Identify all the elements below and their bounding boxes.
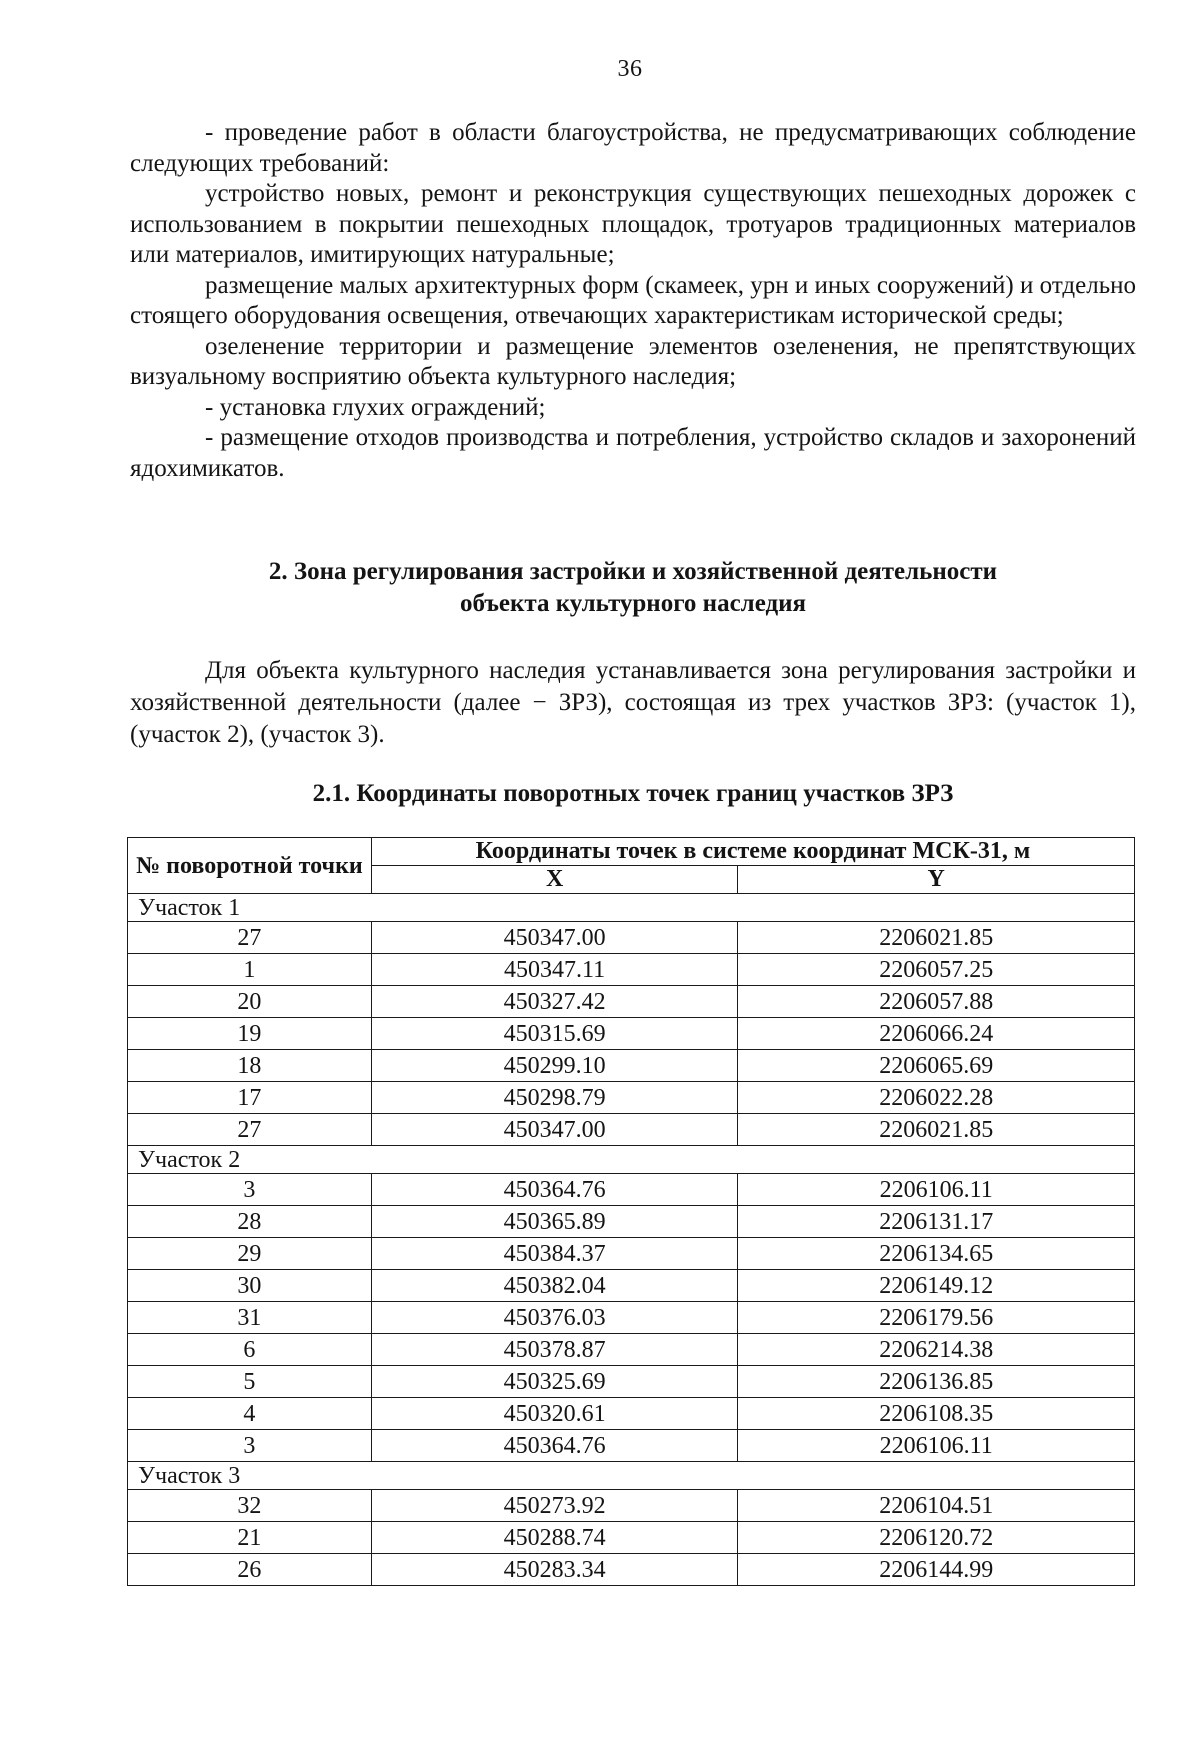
table-row [128, 1174, 1135, 1206]
coordinate-y-cell: 2206022.28 [738, 1082, 1135, 1114]
point-number-cell: 29 [128, 1238, 372, 1270]
coordinate-y-cell: 2206179.56 [738, 1302, 1135, 1334]
point-number-cell: 1 [128, 954, 372, 986]
section-row [128, 894, 1135, 922]
table-row [128, 1554, 1135, 1586]
table-row [128, 1430, 1135, 1462]
table-row [128, 1334, 1135, 1366]
table-row [128, 1238, 1135, 1270]
coordinate-y-cell: 2206149.12 [738, 1270, 1135, 1302]
table-row [128, 1270, 1135, 1302]
point-number-cell: 27 [128, 922, 372, 954]
table-row [128, 1018, 1135, 1050]
section-row [128, 1462, 1135, 1490]
point-number-cell: 3 [128, 1174, 372, 1206]
header-coordinates: Координаты точек в системе координат МСК-31, м [371, 838, 1134, 866]
coordinate-x-cell: 450347.00 [371, 922, 738, 954]
table-row [128, 1398, 1135, 1430]
coordinate-x-cell: 450298.79 [371, 1082, 738, 1114]
section-label: Участок 2 [128, 1146, 1135, 1174]
table-row [128, 1522, 1135, 1554]
paragraph: озеленение территории и размещение элементов озеленения, не препятствующих визуальному восприятию объекта культурного наследия; [130, 332, 1136, 390]
table-row [128, 1366, 1135, 1398]
coordinate-y-cell: 2206131.17 [738, 1206, 1135, 1238]
coordinate-x-cell: 450347.00 [371, 1114, 738, 1146]
paragraph: размещение малых архитектурных форм (скамеек, урн и иных сооружений) и отдельно стоящего оборудования освещения, отвечающих характеристикам исторической среды; [130, 271, 1136, 329]
point-number-cell: 21 [128, 1522, 372, 1554]
coordinate-y-cell: 2206120.72 [738, 1522, 1135, 1554]
coordinate-x-cell: 450376.03 [371, 1302, 738, 1334]
point-number-cell: 17 [128, 1082, 372, 1114]
page-number: 36 [617, 56, 643, 82]
table-row [128, 1050, 1135, 1082]
point-number-cell: 5 [128, 1366, 372, 1398]
coordinate-y-cell: 2206065.69 [738, 1050, 1135, 1082]
section-heading-line: объекта культурного наследия [459, 590, 807, 617]
table-row [128, 954, 1135, 986]
coordinate-y-cell: 2206136.85 [738, 1366, 1135, 1398]
coordinate-y-cell: 2206066.24 [738, 1018, 1135, 1050]
section-label: Участок 3 [128, 1462, 1135, 1490]
coordinate-y-cell: 2206057.88 [738, 986, 1135, 1018]
point-number-cell: 32 [128, 1490, 372, 1522]
paragraph: - проведение работ в области благоустройства, не предусматривающих соблюдение следующих требований: [130, 119, 1136, 177]
paragraph: Для объекта культурного наследия устанавливается зона регулирования застройки и хозяйственной деятельности (далее − ЗРЗ), состоящая из трех участков ЗРЗ: (участок 1), (участок 2), (участок 3). [130, 657, 1136, 748]
point-number-cell: 3 [128, 1430, 372, 1462]
paragraph: устройство новых, ремонт и реконструкция существующих пешеходных дорожек с использованием в покрытии пешеходных площадок, тротуаров традиционных материалов или материалов, имитирующих натуральные; [130, 180, 1136, 268]
coordinate-y-cell: 2206108.35 [738, 1398, 1135, 1430]
point-number-cell: 4 [128, 1398, 372, 1430]
section-label: Участок 1 [128, 894, 1135, 922]
section-heading [130, 556, 1136, 620]
coordinate-x-cell: 450288.74 [371, 1522, 738, 1554]
section-heading-line: 2. Зона регулирования застройки и хозяйственной деятельности [268, 558, 998, 585]
table-row [128, 1490, 1135, 1522]
coordinate-y-cell: 2206214.38 [738, 1334, 1135, 1366]
coordinate-y-cell: 2206134.65 [738, 1238, 1135, 1270]
coordinate-x-cell: 450384.37 [371, 1238, 738, 1270]
point-number-cell: 6 [128, 1334, 372, 1366]
coordinate-y-cell: 2206021.85 [738, 922, 1135, 954]
paragraph: - размещение отходов производства и потребления, устройство складов и захоронений ядохимикатов. [130, 424, 1136, 482]
point-number-cell: 26 [128, 1554, 372, 1586]
table-header-row [128, 838, 1135, 866]
coordinate-x-cell: 450320.61 [371, 1398, 738, 1430]
coordinates-table [127, 837, 1135, 1586]
coordinate-y-cell: 2206106.11 [738, 1174, 1135, 1206]
header-point-number: № поворотной точки [128, 838, 372, 894]
coordinate-x-cell: 450299.10 [371, 1050, 738, 1082]
table-row [128, 986, 1135, 1018]
paragraph: - установка глухих ограждений; [205, 393, 546, 421]
coordinate-y-cell: 2206144.99 [738, 1554, 1135, 1586]
coordinate-x-cell: 450365.89 [371, 1206, 738, 1238]
table-row [128, 922, 1135, 954]
coordinate-y-cell: 2206104.51 [738, 1490, 1135, 1522]
point-number-cell: 31 [128, 1302, 372, 1334]
intro-paragraph [130, 655, 1136, 751]
point-number-cell: 20 [128, 986, 372, 1018]
coordinate-x-cell: 450315.69 [371, 1018, 738, 1050]
point-number-cell: 18 [128, 1050, 372, 1082]
coordinate-x-cell: 450364.76 [371, 1430, 738, 1462]
point-number-cell: 28 [128, 1206, 372, 1238]
header-y: Y [738, 866, 1135, 894]
table-row [128, 1206, 1135, 1238]
coordinate-y-cell: 2206057.25 [738, 954, 1135, 986]
coordinate-y-cell: 2206021.85 [738, 1114, 1135, 1146]
table-row [128, 1082, 1135, 1114]
point-number-cell: 19 [128, 1018, 372, 1050]
coordinate-y-cell: 2206106.11 [738, 1430, 1135, 1462]
coordinate-x-cell: 450327.42 [371, 986, 738, 1018]
section-row [128, 1146, 1135, 1174]
subsection-heading: 2.1. Координаты поворотных точек границ участков ЗРЗ [312, 780, 954, 807]
coordinate-x-cell: 450364.76 [371, 1174, 738, 1206]
table-row [128, 1114, 1135, 1146]
coordinate-x-cell: 450382.04 [371, 1270, 738, 1302]
coordinate-x-cell: 450273.92 [371, 1490, 738, 1522]
table-row [128, 1302, 1135, 1334]
restrictions-text [130, 118, 1136, 484]
coordinate-x-cell: 450325.69 [371, 1366, 738, 1398]
table-body [128, 894, 1135, 1586]
header-x: X [371, 866, 738, 894]
coordinate-x-cell: 450378.87 [371, 1334, 738, 1366]
coordinate-x-cell: 450347.11 [371, 954, 738, 986]
coordinate-x-cell: 450283.34 [371, 1554, 738, 1586]
point-number-cell: 27 [128, 1114, 372, 1146]
point-number-cell: 30 [128, 1270, 372, 1302]
